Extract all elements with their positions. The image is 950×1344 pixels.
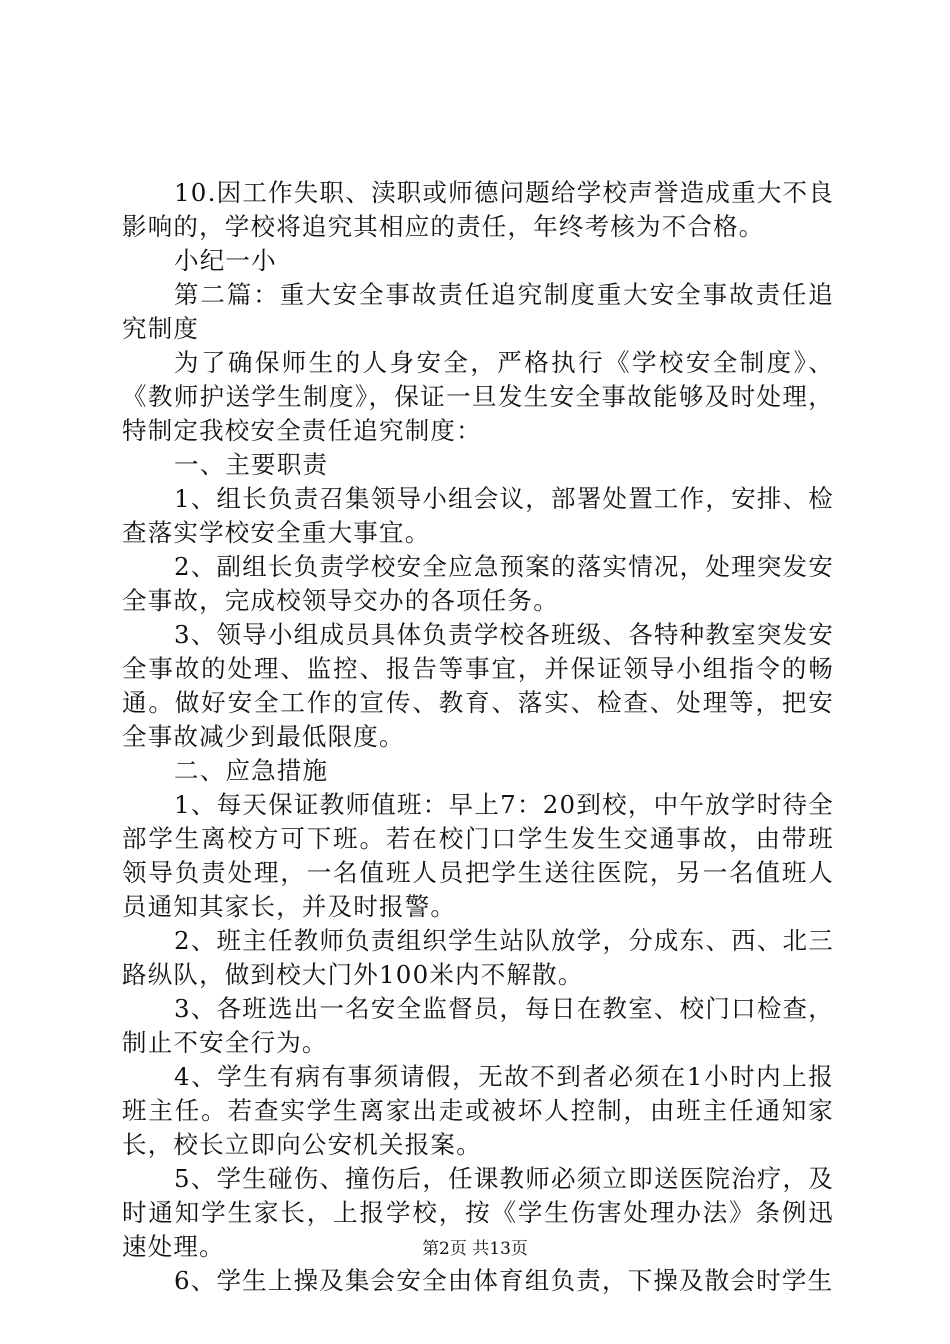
page-number-footer: 第2页 共13页 (422, 1239, 528, 1259)
paragraph-2: 小纪一小 (174, 246, 277, 275)
paragraph-13: 4、学生有病有事须请假，无故不到者必须在1小时内上报班主任。若查实学生离家出走或被坏人控制，由班主任通知家长，校长立即向公安机关报案。 (122, 1062, 834, 1159)
paragraph-15: 6、学生上操及集会安全由体育组负责，下操及散会时学生 (174, 1266, 834, 1295)
paragraph-3: 第二篇：重大安全事故责任追究制度重大安全事故责任追究制度 (122, 280, 834, 343)
paragraph-1: 10.因工作失职、渎职或师德问题给学校声誉造成重大不良影响的，学校将追究其相应的责任，年终考核为不合格。 (122, 178, 834, 241)
document-body (122, 176, 834, 1298)
paragraph-5: 一、主要职责 (174, 450, 329, 479)
paragraph-8: 3、领导小组成员具体负责学校各班级、各特种教室突发安全事故的处理、监控、报告等事宜，并保证领导小组指令的畅通。做好安全工作的宣传、教育、落实、检查、处理等，把安全事故减少到最低限度。 (122, 620, 834, 751)
paragraph-4: 为了确保师生的人身安全，严格执行《学校安全制度》、《教师护送学生制度》，保证一旦发生安全事故能够及时处理，特制定我校安全责任追究制度： (122, 348, 834, 445)
paragraph-7: 2、副组长负责学校安全应急预案的落实情况，处理突发安全事故，完成校领导交办的各项任务。 (122, 552, 834, 615)
paragraph-9: 二、应急措施 (174, 756, 329, 785)
paragraph-11: 2、班主任教师负责组织学生站队放学，分成东、西、北三路纵队，做到校大门外100米内不解散。 (122, 926, 834, 989)
paragraph-14: 5、学生碰伤、撞伤后，任课教师必须立即送医院治疗，及时通知学生家长，上报学校，按《学生伤害处理办法》条例迅速处理。 (122, 1164, 834, 1261)
paragraph-10: 1、每天保证教师值班：早上7：20到校，中午放学时待全部学生离校方可下班。若在校门口学生发生交通事故，由带班领导负责处理，一名值班人员把学生送往医院，另一名值班人员通知其家长，并及时报警。 (122, 790, 834, 921)
paragraph-12: 3、各班选出一名安全监督员，每日在教室、校门口检查，制止不安全行为。 (122, 994, 834, 1057)
paragraph-6: 1、组长负责召集领导小组会议，部署处置工作，安排、检查落实学校安全重大事宜。 (122, 484, 834, 547)
